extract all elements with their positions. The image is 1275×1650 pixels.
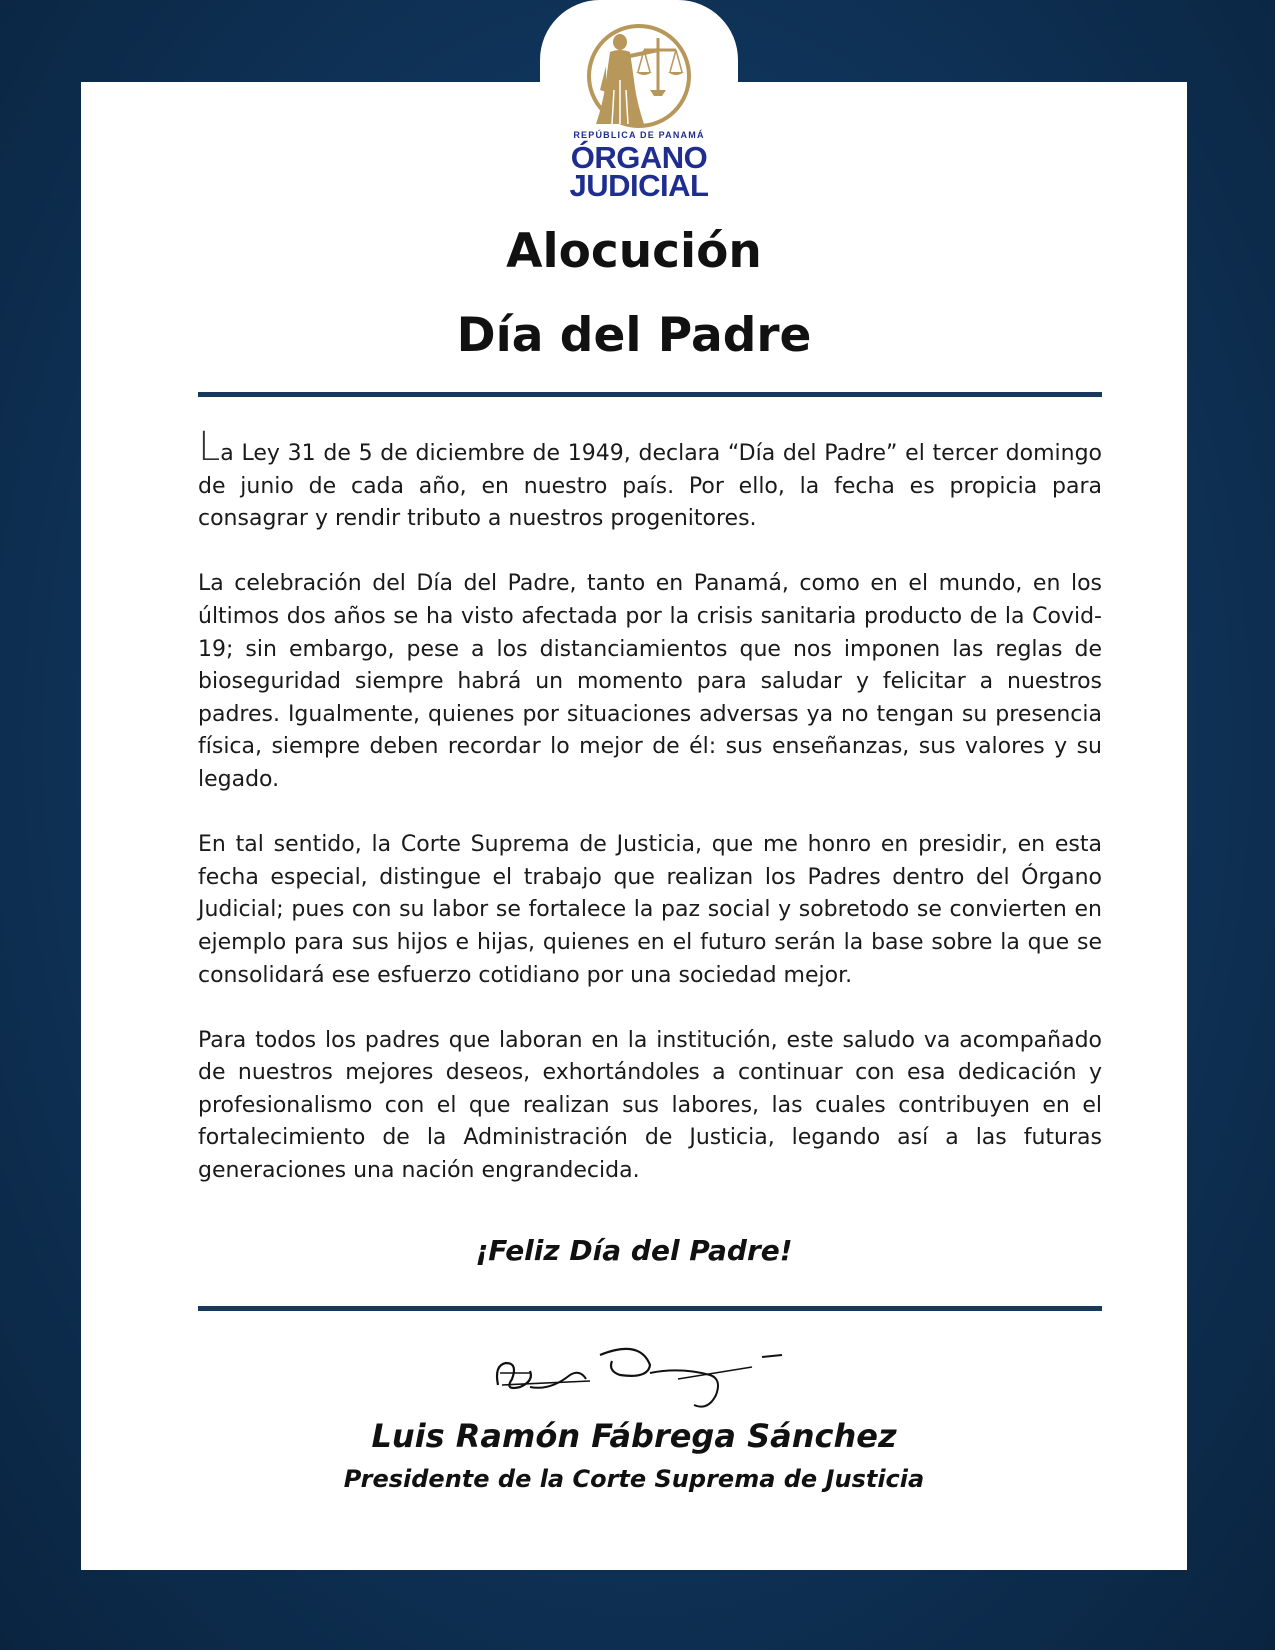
page-title-line1: Alocución	[506, 224, 762, 279]
signer-name: Luis Ramón Fábrega Sánchez	[371, 1417, 897, 1455]
paragraph-1-text: a Ley 31 de 5 de diciembre de 1949, declara “Día del Padre” el tercer domingo de junio de cada año, en nuestro país. Por ello, la fecha es propicia para consagrar y rendir tributo a nuestros progenitores.	[198, 441, 1102, 532]
logo-organo-text: ÓRGANO	[570, 140, 708, 175]
letter-body	[198, 424, 1102, 1220]
lady-justice-scales-icon	[560, 20, 718, 132]
logo-judicial-text: JUDICIAL	[569, 168, 709, 203]
paragraph-4: Para todos los padres que laboran en la institución, este saludo va acompañado de nuestros mejores deseos, exhortándoles a continuar con esa dedicación y profesionalismo con el que realizan sus labores, las cuales contribuyen en el fortalecimiento de la Administración de Justicia, legando así a las futuras generaciones una nación engrandecida.	[198, 1027, 1102, 1184]
signer-role: Presidente de la Corte Suprema de Justicia	[343, 1465, 925, 1493]
organo-judicial-logo	[560, 20, 718, 202]
page-title-line2: Día del Padre	[456, 308, 812, 363]
paragraph-1	[198, 424, 1102, 536]
closing-greeting: ¡Feliz Día del Padre!	[475, 1234, 793, 1267]
handwritten-signature	[490, 1335, 810, 1415]
logo-republic-text: REPÚBLICA DE PANAMÁ	[573, 130, 705, 140]
paragraph-3: En tal sentido, la Corte Suprema de Justicia, que me honro en presidir, en esta fecha especial, distingue el trabajo que realizan los Padres dentro del Órgano Judicial; pues con su labor se fortalece la paz social y sobretodo se convierten en ejemplo para sus hijos e hijas, quienes en el futuro serán la base sobre la que se consolidará ese esfuerzo cotidiano por una sociedad mejor.	[198, 832, 1102, 988]
top-divider	[198, 392, 1102, 397]
bottom-divider	[198, 1306, 1102, 1311]
paragraph-2: La celebración del Día del Padre, tanto en Panamá, como en el mundo, en los últimos dos años se ha visto afectada por la crisis sanitaria producto de la Covid-19; sin embargo, pese a los distanciamientos que nos imponen las reglas de bioseguridad siempre habrá un momento para saludar y felicitar a nuestros padres. Igualmente, quienes por situaciones adversas ya no tengan su presencia física, siempre deben recordar lo mejor de él: sus enseñanzas, sus valores y su legado.	[198, 571, 1102, 792]
drop-cap: L	[198, 424, 221, 470]
